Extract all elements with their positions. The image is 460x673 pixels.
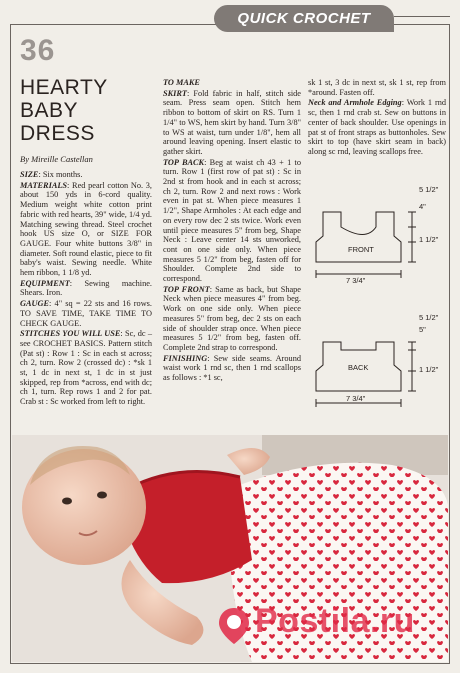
back-label: BACK [348, 363, 369, 372]
schematic-diagram [308, 180, 448, 410]
front-piece-outline [316, 212, 401, 262]
instructions-column-2 [163, 78, 301, 384]
paragraph: FINISHING: Sew side seams. Around waist work 1 rnd sc, then 1 rnd scallops as follows : *1 sc, [163, 353, 301, 383]
pattern-number: 36 [20, 34, 56, 67]
watermark-pin-icon [216, 606, 252, 646]
dimension-label: 1 1/2" [419, 235, 439, 244]
paragraph: TOP BACK: Beg at waist ch 43 + 1 to turn. Row 1 (first row of pat st) : Sc in 2nd st from hook and in each st across; ch 2, turn. Row 2 and next rows : Work even in pat st. When piece measures 1 1/2", Shape Armholes : At each edge and on every row dec 2 sts twice. Work even until piece measures 5" from beg, Shape Neck : Leave center 14 sts unworked, cont on one side only. When piece measures 5 1/2" from beg, fasten off for Shoulder. Complete 2nd side to correspond. [163, 157, 301, 284]
banner-rule [394, 16, 450, 33]
paragraph: TO MAKE [163, 78, 200, 87]
paragraph: MATERIALS: Red pearl cotton No. 3, about 150 yds in 6-cord quality. Medium weight white cotton print fabric with red hearts, 39" wide, 1/4 yd. Matching sewing thread. Steel crochet hook US size O, or SIZE FOR GAUGE. Four white buttons 3/8" in diameter. Soft round elastic, piece to fit baby's waist. Sewing needle. White hem ribbon, 1 1/8 yd. [20, 180, 152, 278]
paragraph: STITCHES YOU WILL USE: Sc, dc – see CROCHET BASICS. Pattern stitch (Pat st) : Row 1 : Sc in each st across; ch 2, turn. Row 2 (crossed dc) : *sk 1 st, 1 dc in next st, 1 dc in st just skipped, rep from *across, end with dc; ch 1, turn. Rep rows 1 and 2 for pat. Crab st : Sc worked from left to right. [20, 329, 152, 407]
dimension-label: 5 1/2" [419, 313, 439, 322]
title-line: BABY [20, 99, 79, 122]
dimension-label: 4" [419, 202, 426, 211]
dimension-label: 7 3/4" [346, 276, 366, 285]
paragraph: EQUIPMENT: Sewing machine. Shears. Iron. [20, 278, 152, 298]
paragraph: SIZE: Six months. [20, 170, 83, 179]
front-label: FRONT [348, 245, 374, 254]
pattern-title [20, 76, 108, 145]
dimension-label: 7 3/4" [346, 394, 366, 403]
instructions-column-3 [308, 78, 446, 158]
dimension-label: 5" [419, 325, 426, 334]
title-line: HEARTY [20, 76, 108, 99]
baby-eye [97, 492, 107, 499]
title-line: DRESS [20, 122, 95, 145]
schematic-drawing [308, 180, 448, 410]
paragraph: TOP FRONT: Same as back, but Shape Neck when piece measures 4" from beg. Work on one side only. When piece measures 5" from beg, dec 2 sts on each side of shoulder strap once. When piece measures 5 1/2" from beg, fasten off. Complete 2nd strap to correspond. [163, 284, 301, 352]
paragraph: SKIRT: Fold fabric in half, stitch side seam. Press seam open. Stitch hem ribbon to bottom of skirt on RS. Turn 1 1/4" to WS, hem skirt by hand. Turn 3/8" to WS at waist, turn under 1/8", hem all around leaving opening. Insert elastic to gather skirt. [163, 88, 301, 156]
dimension-label: 1 1/2" [419, 365, 439, 374]
byline: By Mireille Castellan [20, 154, 93, 164]
paragraph: Neck and Armhole Edging: Work 1 rnd sc, then 1 rnd crab st. Sew on buttons in center of back shoulder. Use openings in pat st of front straps as buttonholes. Sew skirt to top (have skirt seam in back) along sc rnd, leaving scallops free. [308, 98, 447, 156]
dimension-label: 5 1/2" [419, 185, 439, 194]
section-banner: QUICK CROCHET [214, 5, 394, 32]
instructions-column-1 [20, 170, 152, 408]
watermark: Postila.ru [255, 602, 415, 640]
paragraph: GAUGE: 4" sq = 22 sts and 16 rows. TO SAVE TIME, TAKE TIME TO CHECK GAUGE. [20, 299, 152, 328]
baby-eye [62, 498, 72, 505]
paragraph: sk 1 st, 3 dc in next st, sk 1 st, rep from *around. Fasten off. [308, 78, 446, 97]
